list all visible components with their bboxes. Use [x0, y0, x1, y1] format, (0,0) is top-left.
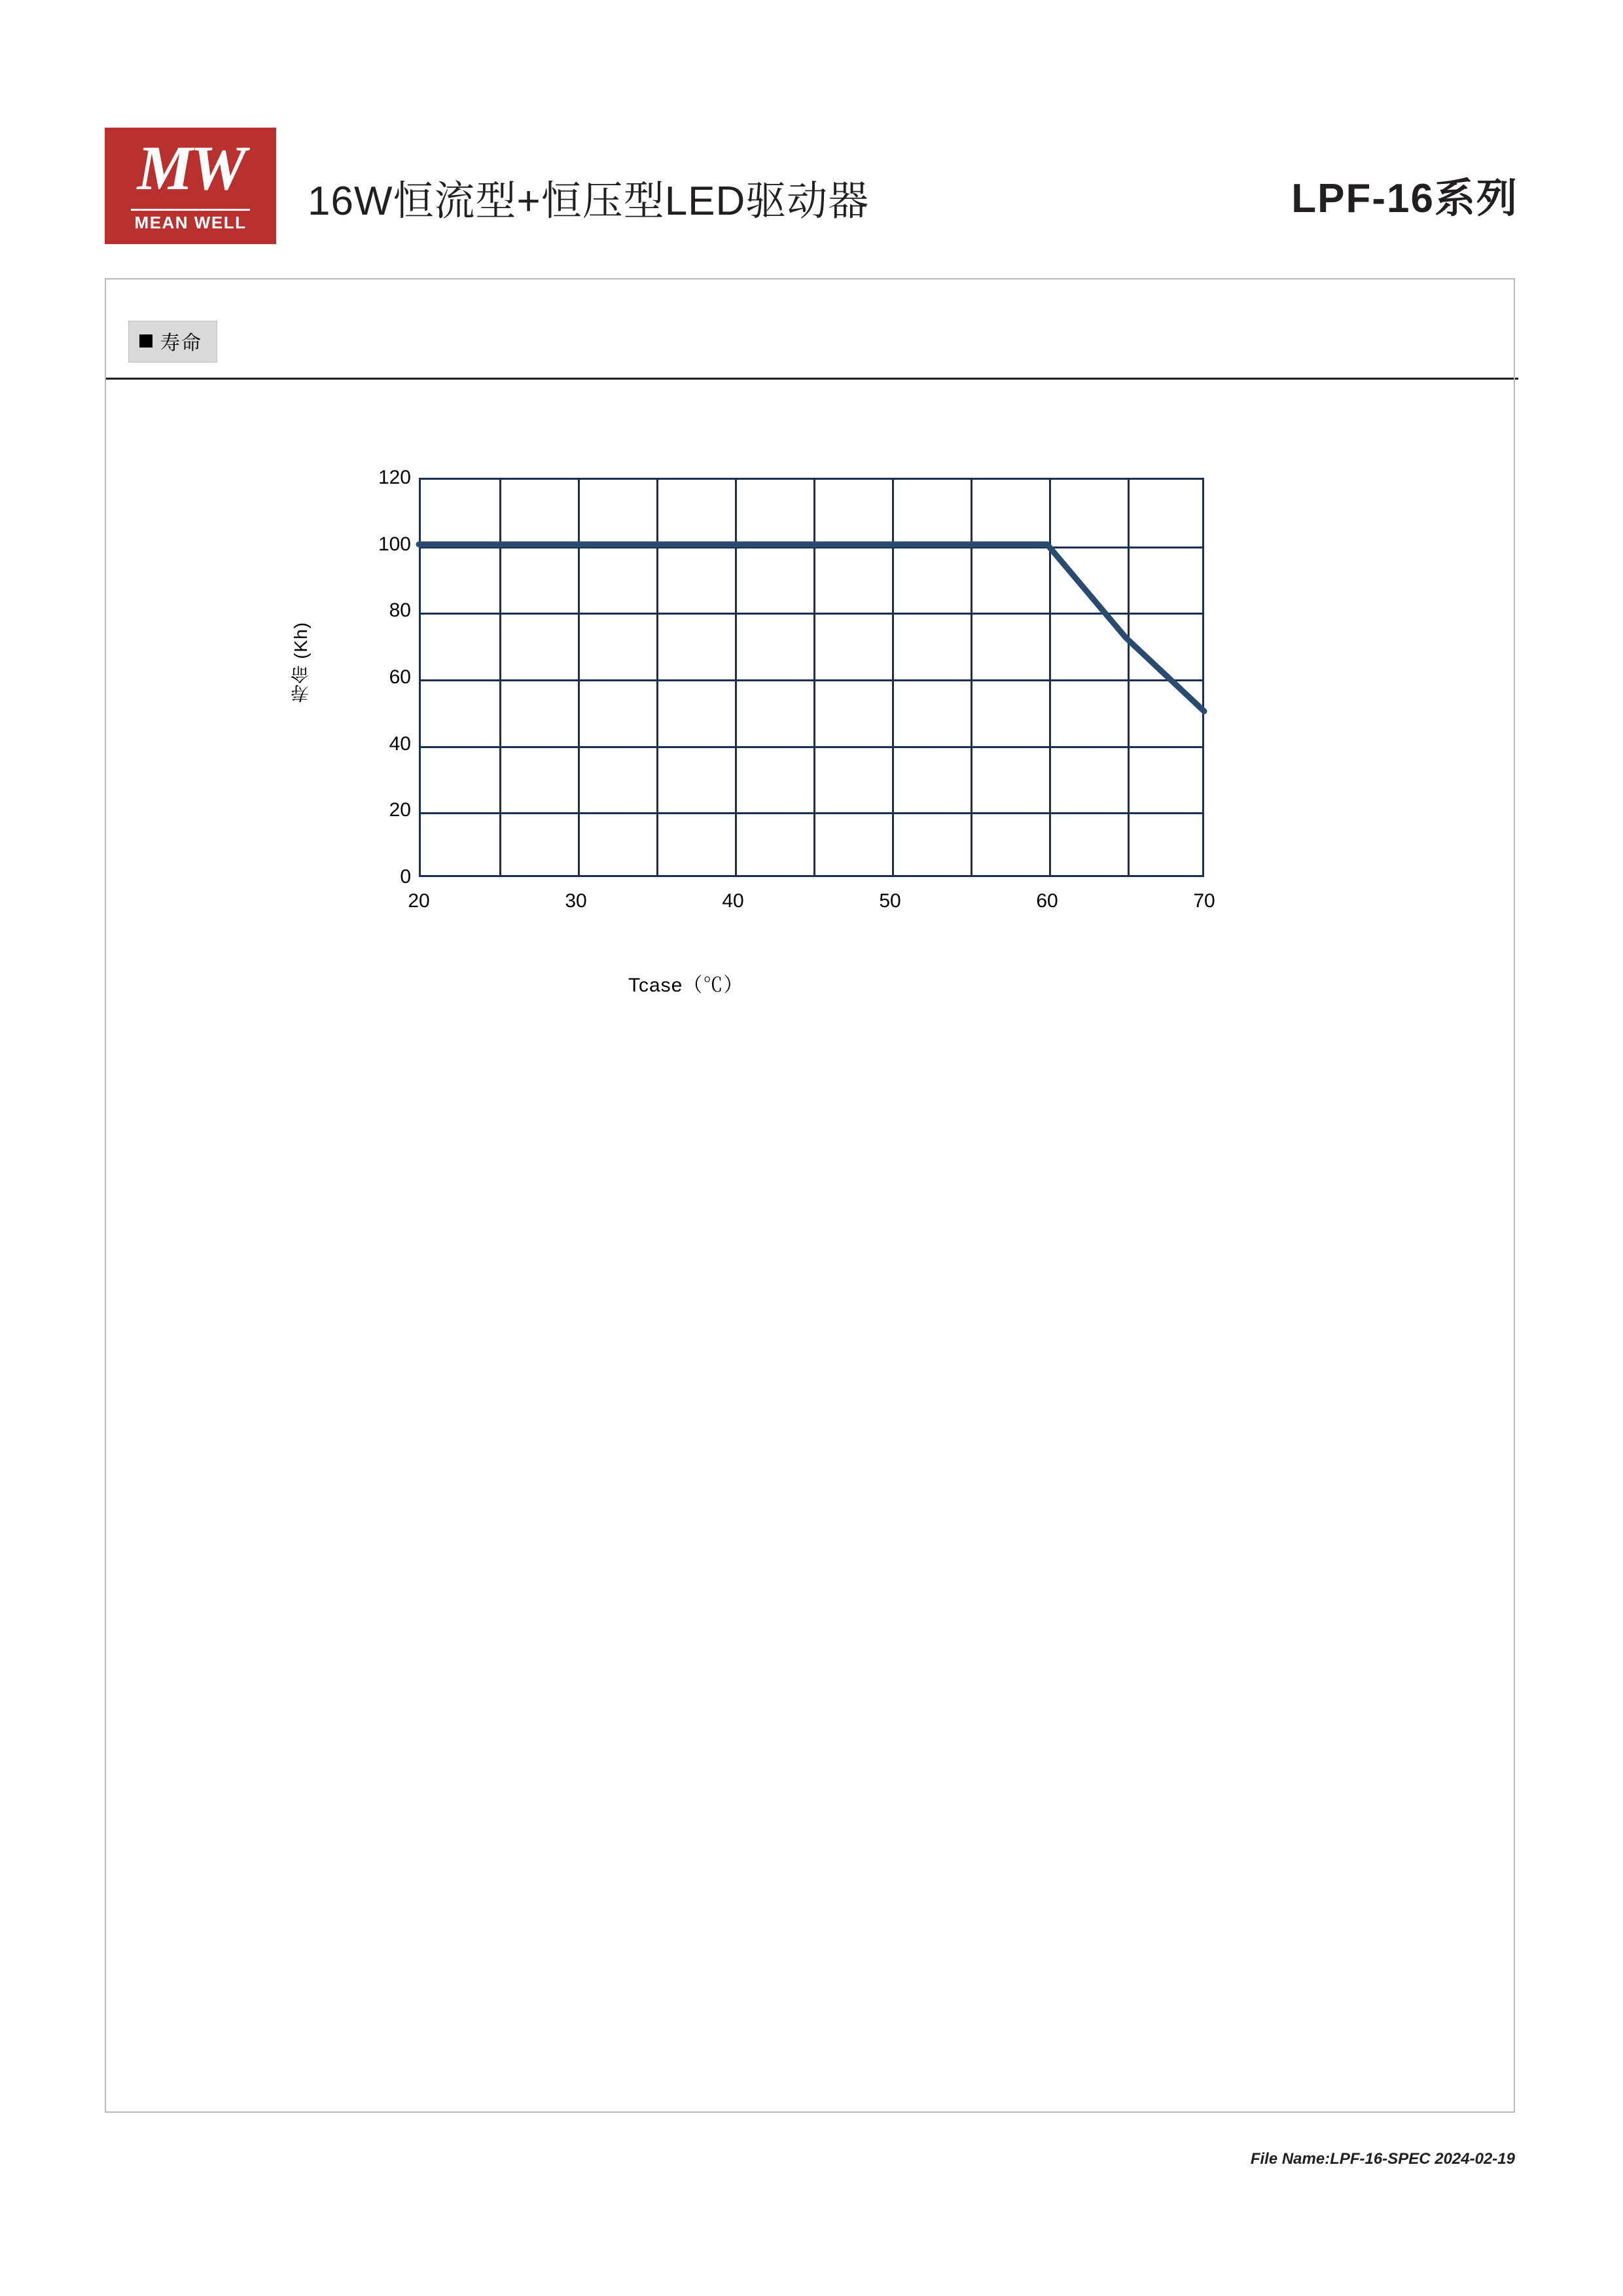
x-tick-30: 30	[565, 890, 587, 912]
meanwell-logo	[105, 128, 276, 244]
chart-y-axis-label: 寿命 (Kh)	[291, 622, 311, 703]
section-heading-lifetime	[128, 321, 217, 363]
series-title: LPF-16系列	[1291, 176, 1518, 221]
x-tick-60: 60	[1036, 890, 1058, 912]
chart-x-axis-label: Tcase（℃）	[628, 975, 744, 996]
x-tick-50: 50	[879, 890, 901, 912]
y-tick-20: 20	[389, 799, 411, 821]
logo-brand-text: MEAN WELL	[131, 209, 251, 236]
logo-mark-text: MW	[137, 132, 244, 203]
y-tick-40: 40	[389, 732, 411, 755]
x-tick-20: 20	[408, 890, 430, 912]
footer-file-name: File Name:LPF-16-SPEC 2024-02-19	[1250, 2150, 1515, 2168]
y-tick-80: 80	[389, 600, 411, 622]
square-bullet-icon	[139, 334, 152, 348]
y-tick-60: 60	[389, 666, 411, 688]
y-tick-120: 120	[378, 467, 411, 488]
x-tick-70: 70	[1193, 890, 1215, 912]
lifetime-chart	[262, 458, 1243, 1047]
page-header	[105, 128, 1518, 259]
y-tick-0: 0	[400, 866, 411, 888]
section-heading-label: 寿命	[160, 332, 202, 354]
y-tick-100: 100	[378, 533, 411, 555]
chart-series-lifetime	[419, 478, 1204, 877]
x-tick-40: 40	[722, 890, 744, 912]
page-title: 16W恒流型+恒压型LED驱动器	[308, 179, 870, 224]
